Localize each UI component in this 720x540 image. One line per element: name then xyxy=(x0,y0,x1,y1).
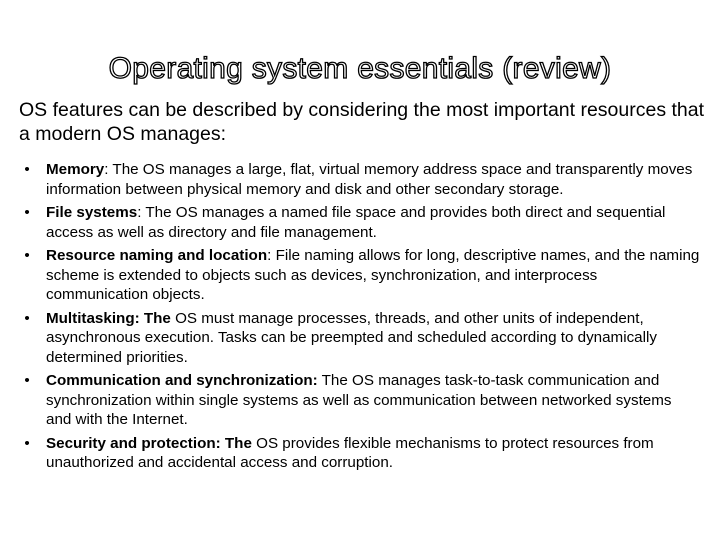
bullet-item-file-systems: • File systems: The OS manages a named file space and provides both direct and sequential access as well as directory and file management. xyxy=(21,203,701,242)
bullet-dot-icon: • xyxy=(24,309,30,327)
bullet-text: The OS manages a named file space and provides both direct and sequential access as well as directory and file management. xyxy=(46,203,666,241)
bullet-dot-icon: • xyxy=(24,161,30,178)
bullet-item-memory: • Memory: The OS manages a large, flat, virtual memory address space and transparently moves information between physical memory and disk and other secondary storage. xyxy=(21,160,701,199)
bullet-term: Resource naming and location xyxy=(46,246,268,264)
bullet-dot-icon: • xyxy=(24,434,30,452)
bullet-item-resource-naming: • Resource naming and location: File naming allows for long, descriptive names, and the naming scheme is extended to objects such as devices, synchronization, and interprocess communication objects. xyxy=(21,246,701,305)
bullet-dot-icon: • xyxy=(24,203,30,221)
bullet-term: File systems xyxy=(46,203,138,221)
bullet-term: Multitasking: The xyxy=(46,309,171,327)
bullet-term: Security and protection: The xyxy=(46,434,252,452)
bullet-text: The OS manages task-to-task communication and synchronization within single systems as well as communication between networked systems and with the Internet. xyxy=(46,372,672,429)
bullet-dot-icon: • xyxy=(24,372,30,390)
bullet-item-communication xyxy=(21,371,701,430)
bullet-text: The OS manages a large, flat, virtual memory address space and transparently moves information between physical memory and disk and other secondary storage. xyxy=(46,161,693,198)
bullet-list xyxy=(21,160,701,477)
bullet-text: OS must manage processes, threads, and other units of independent, asynchronous execution. Tasks can be preempted and scheduled according to dynamically determined priorities. xyxy=(46,309,657,366)
bullet-text: File naming allows for long, descriptive names, and the naming scheme is extended to objects such as devices, synchronization, and interprocess communication objects. xyxy=(46,246,700,304)
intro-paragraph: OS features can be described by considering the most important resources that a modern OS manages: xyxy=(19,99,705,145)
slide-title: Operating system essentials (review) xyxy=(108,52,612,85)
bullet-term: Communication and synchronization: xyxy=(46,372,318,390)
bullet-item-security xyxy=(21,434,701,473)
bullet-dot-icon: • xyxy=(24,246,30,264)
bullet-text: OS provides flexible mechanisms to protect resources from unauthorized and accidental access and corruption. xyxy=(46,434,654,472)
bullet-item-multitasking xyxy=(21,309,701,368)
bullet-term: Memory xyxy=(46,161,105,178)
